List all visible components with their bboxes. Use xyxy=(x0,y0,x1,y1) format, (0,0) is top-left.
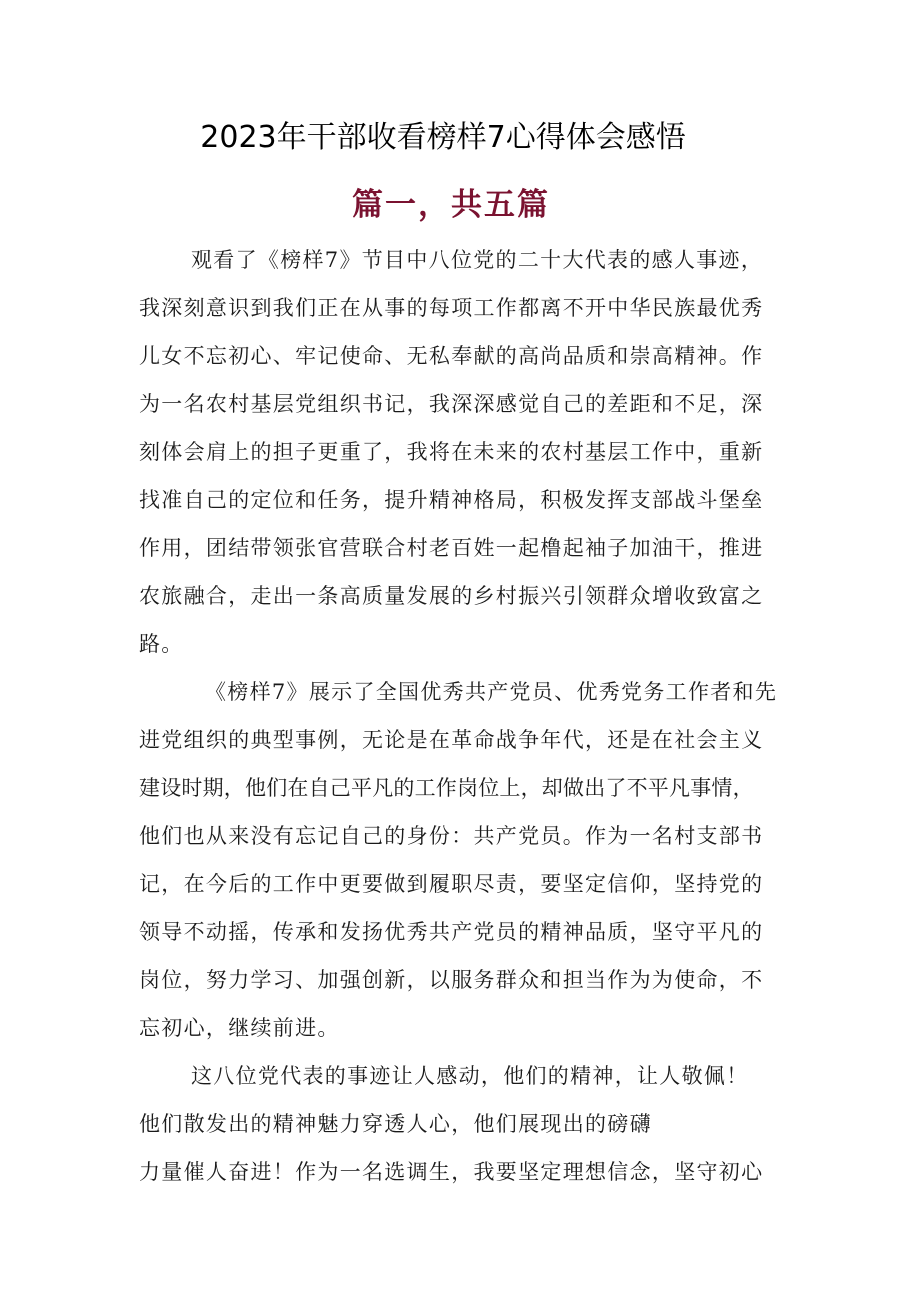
paragraph-3 xyxy=(139,1052,819,1196)
paragraph-2 xyxy=(139,668,819,1052)
text-line: 忘初心，继续前进。 xyxy=(139,1016,340,1040)
text-line: 这八位党代表的事迹让人感动，他们的精神，让人敬佩！ xyxy=(191,1064,749,1088)
text-line: 我深刻意识到我们正在从事的每项工作都离不开中华民族最优秀 xyxy=(139,296,764,320)
text-line: 刻体会肩上的担子更重了，我将在未来的农村基层工作中，重新 xyxy=(139,440,764,464)
text-line: 岗位，努力学习、加强创新，以服务群众和担当作为为使命，不 xyxy=(139,968,764,992)
text-line: 领导不动摇，传承和发扬优秀共产党员的精神品质，坚守平凡的 xyxy=(139,920,764,944)
text-line: 进党组织的典型事例，无论是在革命战争年代，还是在社会主义 xyxy=(139,728,764,752)
text-line: 观看了《榜样7》节目中八位党的二十大代表的感人事迹， xyxy=(191,248,764,272)
text-line: 为一名农村基层党组织书记，我深深感觉自己的差距和不足，深 xyxy=(139,392,764,416)
document-body xyxy=(139,236,819,1196)
section-heading: 篇一，共五篇 xyxy=(352,187,550,223)
text-line: 力量催人奋进！作为一名选调生，我要坚定理想信念，坚守初心 xyxy=(139,1160,764,1184)
text-line: 《榜样7》展示了全国优秀共产党员、优秀党务工作者和先 xyxy=(205,680,778,704)
text-line: 路。 xyxy=(139,632,184,656)
text-line: 作用，团结带领张官营联合村老百姓一起橹起袖子加油干，推进 xyxy=(139,536,764,560)
text-line: 他们也从来没有忘记自己的身份：共产党员。作为一名村支部书 xyxy=(139,824,764,848)
text-line: 找准自己的定位和任务，提升精神格局，积极发挥支部战斗堡垒 xyxy=(139,488,764,512)
text-line: 记，在今后的工作中更要做到履职尽责，要坚定信仰，坚持党的 xyxy=(139,872,764,896)
text-line: 儿女不忘初心、牢记使命、无私奉献的高尚品质和崇高精神。作 xyxy=(139,344,764,368)
text-line: 建设时期，他们在自己平凡的工作岗位上，却做出了不平凡事情， xyxy=(139,776,754,800)
paragraph-1 xyxy=(139,236,819,668)
text-line: 他们散发出的精神魅力穿透人心，他们展现出的磅礴 xyxy=(139,1112,652,1136)
text-line: 农旅融合，走出一条高质量发展的乡村振兴引领群众增收致富之 xyxy=(139,584,764,608)
document-title: 2023年干部收看榜样7心得体会感悟 xyxy=(200,120,686,155)
